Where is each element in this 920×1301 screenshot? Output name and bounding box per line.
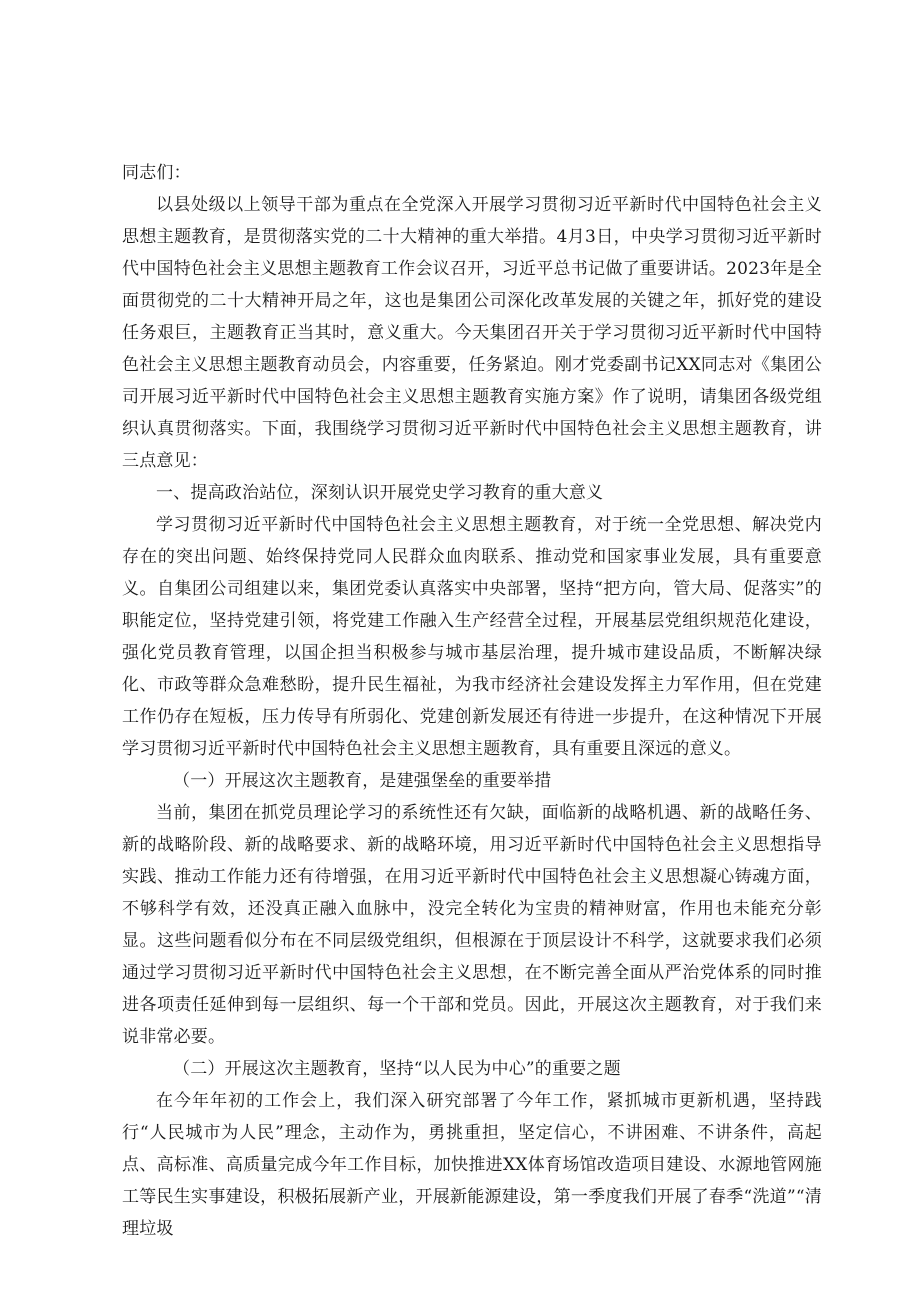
subsection-2-paragraph: 在今年年初的工作会上，我们深入研究部署了今年工作，紧抓城市更新机遇，坚持践行“人民城市为人民”理念，主动作为，勇挑重担，坚定信心，不讲困难、不讲条件，高起点、高标准、高质量完成今年工作目标，加快推进XX体育场馆改造项目建设、水源地管网施工等民生实事建设，积极拓展新产业，开展新能源建设，第一季度我们开展了春季“洗道”“清理垃圾 (122, 1091, 822, 1239)
section-1-paragraph: 学习贯彻习近平新时代中国特色社会主义思想主题教育，对于统一全党思想、解决党内存在的突出问题、始终保持党同人民群众血肉联系、推动党和国家事业发展，具有重要意义。自集团公司组建以来，集团党委认真落实中央部署，坚持“把方向，管大局、促落实”的职能定位，坚持党建引领，将党建工作融入生产经营全过程，开展基层党组织规范化建设，强化党员教育管理，以国企担当积极参与城市基层治理，提升城市建设品质，不断解决绿化、市政等群众急难愁盼，提升民生福祉，为我市经济社会建设发挥主力军作用，但在党建工作仍存在短板，压力传导有所弱化、党建创新发展还有待进一步提升，在这种情况下开展学习贯彻习近平新时代中国特色社会主义思想主题教育，具有重要且深远的意义。 (122, 515, 822, 759)
intro-paragraph: 以县处级以上领导干部为重点在全党深入开展学习贯彻习近平新时代中国特色社会主义思想主题教育，是贯彻落实党的二十大精神的重大举措。4月3日，中央学习贯彻习近平新时代中国特色社会主义思想主题教育工作会议召开，习近平总书记做了重要讲话。2023年是全面贯彻党的二十大精神开局之年，这也是集团公司深化改革发展的关键之年，抓好党的建设任务艰巨，主题教育正当其时，意义重大。今天集团召开关于学习贯彻习近平新时代中国特色社会主义思想主题教育动员会，内容重要，任务紧迫。刚才党委副书记XX同志对《集团公司开展习近平新时代中国特色社会主义思想主题教育实施方案》作了说明，请集团各级党组织认真贯彻落实。下面，我围绕学习贯彻习近平新时代中国特色社会主义思想主题教育，讲三点意见： (122, 195, 822, 471)
subsection-heading-2: （二）开展这次主题教育，坚持“以人民为中心”的重要之题 (173, 1059, 621, 1079)
document-body (122, 157, 822, 1245)
greeting: 同志们： (122, 163, 191, 183)
subsection-1-paragraph: 当前，集团在抓党员理论学习的系统性还有欠缺，面临新的战略机遇、新的战略任务、新的战略阶段、新的战略要求、新的战略环境，用习近平新时代中国特色社会主义思想指导实践、推动工作能力还有待增强，在用习近平新时代中国特色社会主义思想凝心铸魂方面，不够科学有效，还没真正融入血脉中，没完全转化为宝贵的精神财富，作用也未能充分彰显。这些问题看似分布在不同层级党组织，但根源在于顶层设计不科学，这就要求我们必须通过学习贯彻习近平新时代中国特色社会主义思想，在不断完善全面从严治党体系的同时推进各项责任延伸到每一层组织、每一个干部和党员。因此，开展这次主题教育，对于我们来说非常必要。 (122, 803, 822, 1047)
section-heading-1: 一、提高政治站位，深刻认识开展党史学习教育的重大意义 (156, 483, 604, 503)
subsection-heading-1: （一）开展这次主题教育，是建强堡垒的重要举措 (173, 771, 552, 791)
